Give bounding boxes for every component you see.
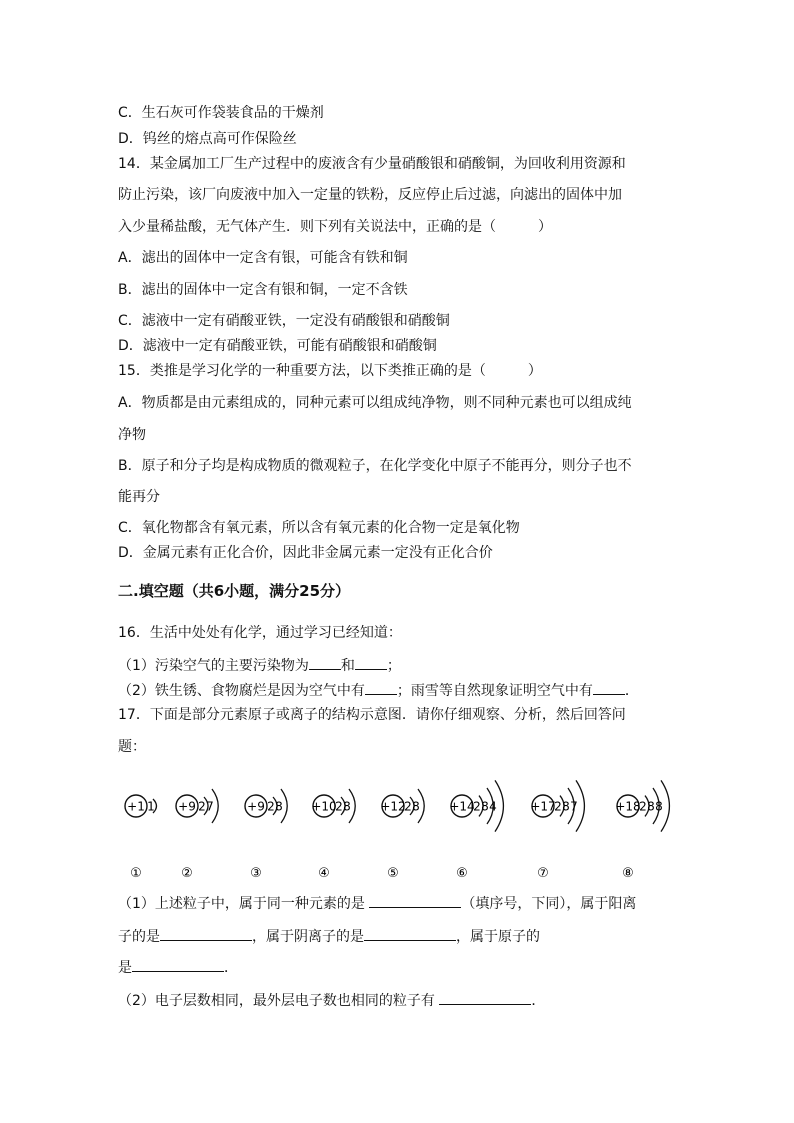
- shell-electron-count: 8: [481, 799, 489, 814]
- q17-p1-text-f: 是: [118, 960, 132, 976]
- shell-electron-count: 8: [343, 799, 351, 814]
- q17-p1-text-e: ，属于原子的: [456, 929, 540, 945]
- q17-p1-text-b: （填序号，下同），属于阳离: [461, 896, 637, 912]
- q16-p2-text-c: ．: [624, 683, 639, 699]
- question-17-part-1-line-1: [118, 893, 636, 914]
- option-c-q14: C．滤液中一定有硝酸亚铁，一定没有硝酸银和硝酸铜: [118, 313, 450, 329]
- q16-p1-text-c: ；: [386, 658, 401, 674]
- option-c-q13: C．生石灰可作袋装食品的干燥剂: [118, 105, 324, 121]
- question-14-line-1: 14．某金属加工厂生产过程中的废液含有少量硝酸银和硝酸铜，为回收利用资源和: [118, 156, 626, 172]
- q16-p1-text-a: （1）污染空气的主要污染物为: [118, 658, 309, 674]
- diagram-label: ⑦: [537, 866, 549, 881]
- answer-blank[interactable]: [160, 926, 252, 941]
- shell-electron-count: 2: [198, 799, 206, 814]
- section-heading: 二.填空题（共6小题，满分25分）: [118, 582, 351, 600]
- diagram-label: ③: [250, 866, 262, 881]
- diagram-label: ①: [130, 866, 142, 881]
- answer-blank[interactable]: [309, 655, 341, 670]
- q17-p1-text-c: 子的是: [118, 929, 160, 945]
- atom-diagram-4: [311, 789, 355, 881]
- nucleus-charge: +9: [178, 799, 196, 814]
- answer-blank[interactable]: [365, 680, 397, 695]
- question-14-line-2: 防止污染，该厂向废液中加入一定量的铁粉，反应停止后过滤，向滤出的固体中加: [118, 187, 622, 203]
- shell-electron-count: 2: [639, 799, 647, 814]
- shell-electron-count: 2: [554, 799, 562, 814]
- nucleus-charge: +12: [380, 799, 406, 814]
- answer-blank[interactable]: [364, 926, 456, 941]
- shell-electron-count: 2: [404, 799, 412, 814]
- answer-blank[interactable]: [593, 680, 625, 695]
- atom-diagram-7: [530, 780, 584, 881]
- question-17-part-1-line-2: [118, 926, 540, 947]
- option-b-q14: B．滤出的固体中一定含有银和铜，一定不含铁: [118, 282, 408, 298]
- shell-electron-count: 2: [335, 799, 343, 814]
- diagram-label: ⑥: [456, 866, 468, 881]
- question-16-stem: 16．生活中处处有化学，通过学习已经知道：: [118, 625, 402, 641]
- shell-electron-count: 7: [206, 799, 214, 814]
- shell-electron-count: 8: [655, 799, 663, 814]
- diagram-label: ②: [181, 866, 193, 881]
- answer-blank[interactable]: [355, 655, 387, 670]
- shell-electron-count: 8: [562, 799, 570, 814]
- shell-electron-count: 8: [647, 799, 655, 814]
- nucleus-charge: +18: [615, 799, 641, 814]
- diagram-label: ⑧: [622, 866, 634, 881]
- question-14-line-3: 入少量稀盐酸，无气体产生．则下列有关说法中，正确的是（ ）: [118, 219, 552, 235]
- shell-electron-count: 7: [570, 799, 578, 814]
- atom-diagram-1: [125, 795, 156, 881]
- question-16-part-2: [118, 680, 639, 701]
- nucleus-charge: +9: [247, 799, 265, 814]
- option-c-q15: C．氧化物都含有氧元素，所以含有氧元素的化合物一定是氧化物: [118, 520, 520, 536]
- question-17-stem-line-1: 17．下面是部分元素原子或离子的结构示意图．请你仔细观察、分析，然后回答问: [118, 707, 626, 723]
- atom-diagram-8: [615, 780, 669, 881]
- question-17-part-2: [118, 990, 545, 1011]
- atom-diagram-3: [245, 789, 287, 881]
- option-b-q15-line-2: 能再分: [118, 489, 160, 505]
- question-16-part-1: [118, 655, 401, 676]
- diagram-label: ④: [318, 866, 330, 881]
- option-a-q14: A．滤出的固体中一定含有银，可能含有铁和铜: [118, 250, 408, 266]
- nucleus-charge: +10: [311, 799, 337, 814]
- diagram-label: ⑤: [387, 866, 399, 881]
- q17-p1-text-g: ．: [224, 960, 238, 976]
- answer-blank[interactable]: [439, 990, 531, 1005]
- shell-electron-count: 2: [473, 799, 481, 814]
- option-a-q15-line-2: 净物: [118, 427, 146, 443]
- q16-p2-text-a: （2）铁生锈、食物腐烂是因为空气中有: [118, 683, 365, 699]
- q17-p2-text-a: （2）电子层数相同，最外层电子数也相同的粒子有: [118, 993, 435, 1009]
- shell-electron-count: 8: [412, 799, 420, 814]
- question-15-stem: 15．类推是学习化学的一种重要方法，以下类推正确的是（ ）: [118, 363, 542, 379]
- shell-electron-count: 2: [267, 799, 275, 814]
- option-a-q15-line-1: A．物质都是由元素组成的，同种元素可以组成纯净物，则不同种元素也可以组成纯: [118, 395, 632, 411]
- atomic-structure-diagrams: [0, 765, 794, 885]
- nucleus-charge: +14: [449, 799, 475, 814]
- q17-p1-text-a: （1）上述粒子中，属于同一种元素的是: [118, 896, 365, 912]
- nucleus-charge: +1: [127, 799, 145, 814]
- q17-p1-text-d: ，属于阴离子的是: [252, 929, 364, 945]
- q16-p1-text-b: 和: [340, 658, 355, 674]
- shell-electron-count: 1: [147, 799, 155, 814]
- option-d-q14: D．滤液中一定有硝酸亚铁，可能有硝酸银和硝酸铜: [118, 338, 437, 354]
- option-d-q15: D．金属元素有正化合价，因此非金属元素一定没有正化合价: [118, 545, 493, 561]
- nucleus-charge: +17: [530, 799, 556, 814]
- shell-electron-count: 4: [489, 799, 497, 814]
- answer-blank[interactable]: [132, 957, 224, 972]
- option-d-q13: D．钨丝的熔点高可作保险丝: [118, 131, 297, 147]
- question-17-part-1-line-3: [118, 957, 238, 978]
- atom-diagram-6: [449, 780, 503, 881]
- question-17-stem-line-2: 题：: [118, 739, 146, 755]
- q16-p2-text-b: ；雨雪等自然现象证明空气中有: [396, 683, 593, 699]
- option-b-q15-line-1: B．原子和分子均是构成物质的微观粒子，在化学变化中原子不能再分，则分子也不: [118, 458, 632, 474]
- q17-p2-text-b: ．: [531, 993, 546, 1009]
- atom-diagram-5: [380, 789, 424, 881]
- atom-diagram-2: [176, 789, 218, 881]
- answer-blank[interactable]: [369, 893, 461, 908]
- shell-electron-count: 8: [275, 799, 283, 814]
